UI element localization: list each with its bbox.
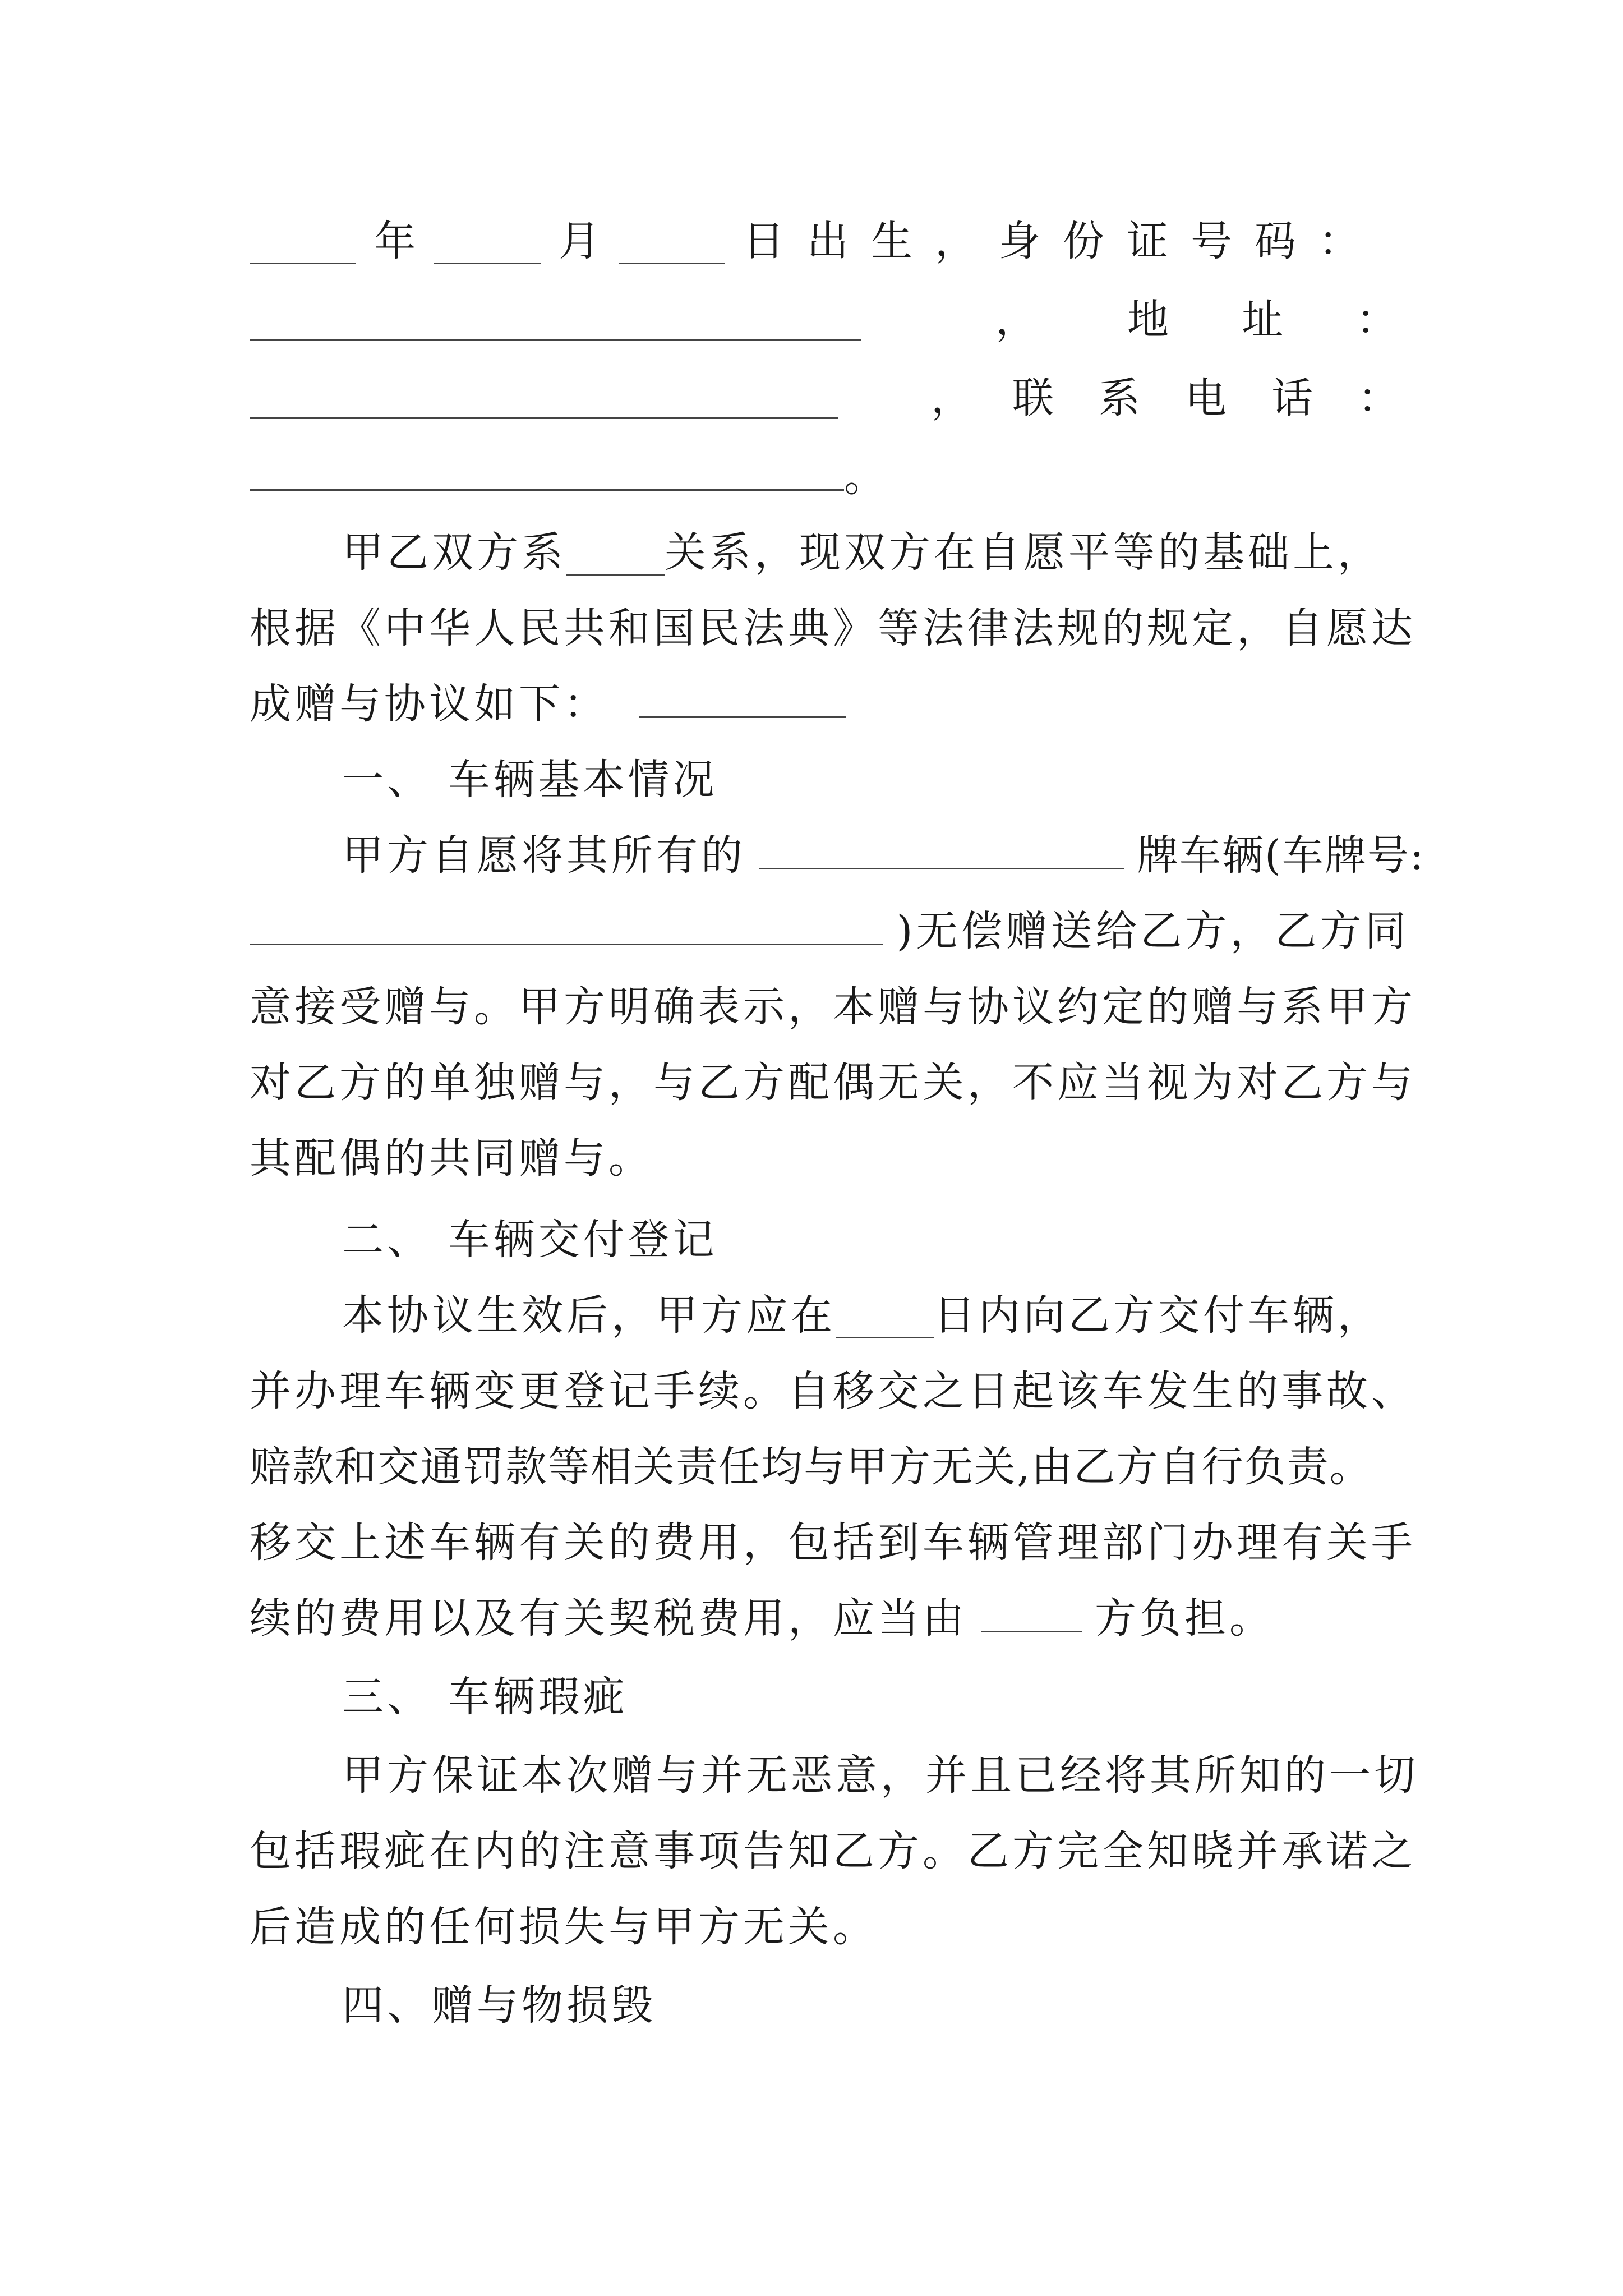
section1-gift-text: )无偿赠送给乙方，乙方同 <box>896 907 1410 955</box>
fee-party-blank <box>981 1587 1082 1632</box>
phone-end-mark: 。 <box>844 453 886 501</box>
section2-heading: 二、 车辆交付登记 <box>342 1216 718 1264</box>
car-brand-blank <box>759 824 1124 869</box>
intro-agreement-text: 成赠与协议如下： <box>250 680 608 728</box>
section2-fee-text: 续的费用以及有关契税费用，应当由 <box>250 1594 967 1642</box>
section1-heading: 一、 车辆基本情况 <box>342 756 718 804</box>
section1-line-5: 其配偶的共同赠与。 <box>250 1134 653 1182</box>
birth-line <box>250 202 1382 280</box>
section2-deliver-text: 日内向乙方交付车辆， <box>934 1291 1382 1340</box>
section3-line-3: 后造成的任何损失与甲方无关。 <box>250 1903 878 1951</box>
address-blank <box>250 374 838 419</box>
intro-line-1 <box>342 513 1382 592</box>
year-char: 年 <box>374 217 416 265</box>
section2-fee-suffix: 方负担。 <box>1095 1594 1275 1642</box>
relation-blank <box>566 530 665 576</box>
section1-line-4: 对乙方的单独赠与，与乙方配偶无关，不应当视为对乙方与 <box>250 1059 1416 1107</box>
section3-heading: 三、 车辆瑕疵 <box>342 1673 628 1721</box>
section2-line-2: 并办理车辆变更登记手续。自移交之日起该车发生的事故、 <box>250 1367 1416 1415</box>
comma-2: ， <box>931 374 972 422</box>
intro-blank <box>639 673 846 718</box>
intro-relation-prefix: 甲乙双方系 <box>342 528 566 577</box>
intro-line-2: 根据《中华人民共和国民法典》等法律法规的规定，自愿达 <box>250 604 1416 652</box>
birth-id-label: 日出生，身份证号码： <box>743 217 1382 265</box>
address-phone-line <box>250 359 1444 438</box>
section3-line-2: 包括瑕疵在内的注意事项告知乙方。乙方完全知晓并承诺之 <box>250 1827 1416 1875</box>
section1-line-3: 意接受赠与。甲方明确表示，本赠与协议约定的赠与系甲方 <box>250 983 1416 1031</box>
birth-day-blank <box>619 219 725 264</box>
phone-label: 联系电话： <box>1012 374 1444 422</box>
section1-plate-label: 牌车辆(车牌号: <box>1137 831 1425 880</box>
delivery-days-blank <box>836 1293 934 1338</box>
address-label: 地址： <box>1127 296 1470 344</box>
comma-1: ， <box>995 296 1037 344</box>
id-number-blank <box>250 295 861 341</box>
section3-line-1: 甲方保证本次赠与并无恶意，并且已经将其所知的一切 <box>342 1751 1419 1800</box>
id-address-line <box>250 280 1470 359</box>
phone-blank <box>250 445 844 491</box>
birth-year-blank <box>250 219 356 264</box>
section1-owner-text: 甲方自愿将其所有的 <box>342 831 746 880</box>
section2-line-1 <box>342 1276 1382 1355</box>
month-char: 月 <box>559 217 601 265</box>
section2-effect-text: 本协议生效后，甲方应在 <box>342 1291 836 1340</box>
section1-line-1 <box>342 816 1425 895</box>
plate-number-blank <box>250 900 883 945</box>
intro-line-3 <box>250 665 1382 743</box>
section2-line-3: 赔款和交通罚款等相关责任均与甲方无关,由乙方自行负责。 <box>250 1443 1372 1491</box>
birth-month-blank <box>434 219 541 264</box>
section2-line-4: 移交上述车辆有关的费用，包括到车辆管理部门办理有关手 <box>250 1519 1416 1567</box>
section4-heading: 四、赠与物损毁 <box>342 1981 656 2030</box>
section1-line-2 <box>250 892 1410 970</box>
intro-relation-suffix: 关系，现双方在自愿平等的基础上， <box>665 528 1382 577</box>
section2-line-5 <box>250 1579 1382 1658</box>
phone-line <box>250 438 1382 516</box>
